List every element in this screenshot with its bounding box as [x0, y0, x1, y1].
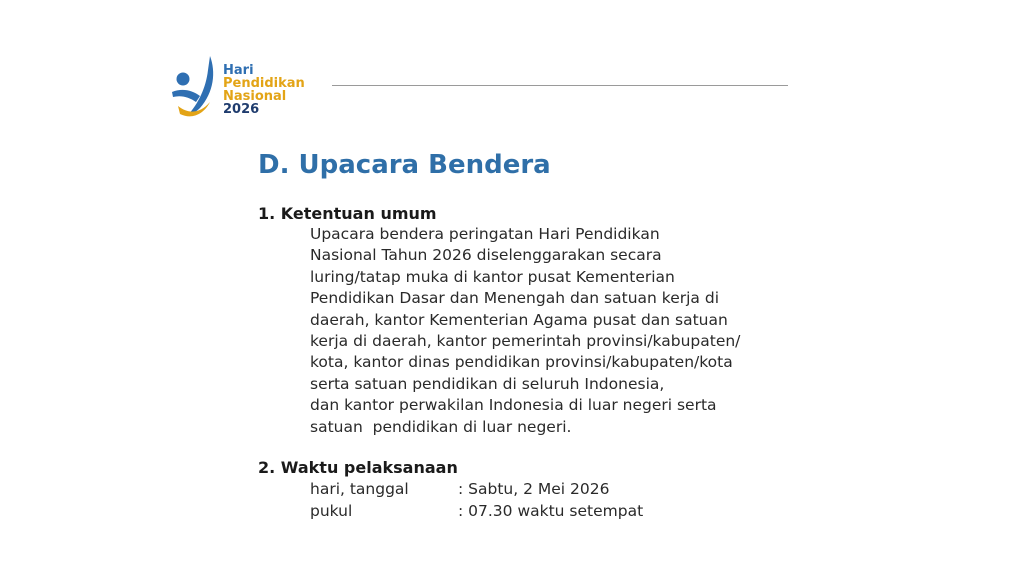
ketentuan-heading: 1. Ketentuan umum	[258, 204, 437, 223]
waktu-label: hari, tanggal	[310, 480, 409, 498]
waktu-value: : Sabtu, 2 Mei 2026	[458, 480, 610, 498]
paragraph-line: daerah, kantor Kementerian Agama pusat dan satuan	[310, 310, 728, 329]
waktu-heading: 2. Waktu pelaksanaan	[258, 458, 458, 477]
waktu-row-date	[310, 480, 609, 498]
paragraph-line: serta satuan pendidikan di seluruh Indonesia,	[310, 374, 665, 393]
figure-icon	[170, 52, 222, 124]
hardiknas-logo	[170, 52, 330, 124]
paragraph-line: kerja di daerah, kantor pemerintah provinsi/kabupaten/	[310, 332, 741, 351]
logo-wordmark	[223, 64, 305, 116]
paragraph-line: luring/tatap muka di kantor pusat Kementerian	[310, 267, 675, 286]
paragraph-line: Upacara bendera peringatan Hari Pendidikan	[310, 225, 660, 243]
paragraph-line: Nasional Tahun 2026 diselenggarakan secara	[310, 246, 662, 265]
paragraph-line: satuan pendidikan di luar negeri.	[310, 417, 572, 436]
logo-line-1: Hari	[223, 63, 254, 78]
logo-line-4: 2026	[223, 102, 260, 117]
logo-line-2: Pendidikan	[223, 76, 305, 91]
paragraph-line: dan kantor perwakilan Indonesia di luar negeri serta	[310, 396, 717, 415]
waktu-row-time	[310, 502, 643, 520]
waktu-label: pukul	[310, 502, 353, 520]
logo-line-3: Nasional	[223, 89, 287, 104]
waktu-value: : 07.30 waktu setempat	[458, 502, 644, 520]
paragraph-line: Pendidikan Dasar dan Menengah dan satuan kerja di	[310, 289, 719, 308]
ketentuan-paragraph	[310, 224, 810, 438]
section-title: D. Upacara Bendera	[258, 150, 551, 180]
paragraph-line: kota, kantor dinas pendidikan provinsi/kabupaten/kota	[310, 353, 733, 372]
header-divider	[332, 85, 788, 86]
